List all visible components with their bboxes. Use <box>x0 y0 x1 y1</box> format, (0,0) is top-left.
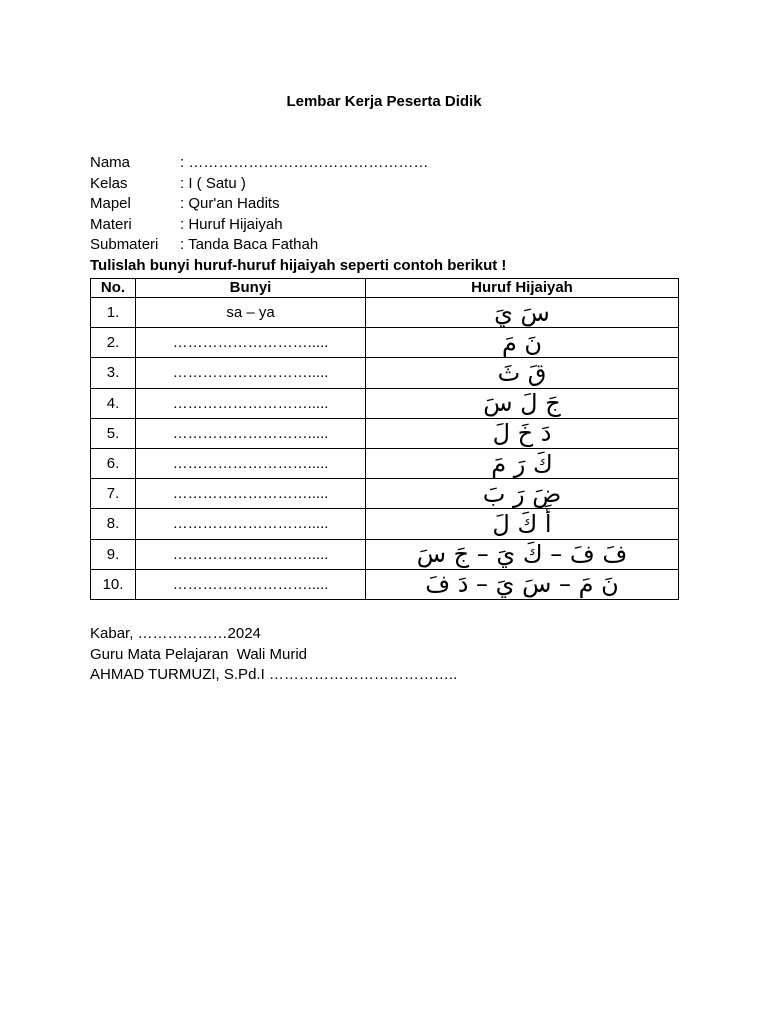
info-row-materi <box>90 215 428 236</box>
table-row <box>91 328 679 358</box>
info-label: Mapel <box>90 195 131 212</box>
bunyi-cell[interactable]: ………………………..... <box>136 388 366 418</box>
bunyi-cell[interactable]: ………………………..... <box>136 448 366 478</box>
arabic-letters: أَ كَ لَ <box>492 509 552 538</box>
header-bunyi: Bunyi <box>136 279 366 298</box>
info-label: Submateri <box>90 236 159 253</box>
table-header-row <box>91 279 679 298</box>
huruf-cell <box>366 539 679 569</box>
bunyi-cell[interactable]: ………………………..... <box>136 569 366 599</box>
bunyi-cell[interactable]: ………………………..... <box>136 328 366 358</box>
row-number: 7. <box>91 479 136 509</box>
arabic-letters: جَ لَ سَ <box>483 389 561 418</box>
table-row <box>91 418 679 448</box>
row-number: 9. <box>91 539 136 569</box>
info-label: Materi <box>90 215 132 233</box>
bunyi-cell[interactable]: sa – ya <box>136 298 366 328</box>
huruf-cell <box>366 569 679 599</box>
huruf-cell <box>366 448 679 478</box>
row-number: 6. <box>91 448 136 478</box>
table-row <box>91 358 679 388</box>
arabic-letters: قَ ثَ <box>497 358 547 387</box>
arabic-letters: كَ رَ مَ <box>491 449 553 478</box>
huruf-cell <box>366 509 679 539</box>
info-value: : Huruf Hijaiyah <box>180 215 283 233</box>
info-row-kelas <box>90 174 428 195</box>
row-number: 3. <box>91 358 136 388</box>
arabic-letters: دَ خَ لَ <box>492 419 552 448</box>
info-value: : ………………………………………… <box>180 154 429 171</box>
page-title: Lembar Kerja Peserta Didik <box>286 93 482 110</box>
row-number: 10. <box>91 569 136 599</box>
worksheet-table <box>90 278 679 600</box>
signature-section <box>90 624 457 686</box>
table-row <box>91 509 679 539</box>
row-number: 8. <box>91 509 136 539</box>
huruf-cell <box>366 358 679 388</box>
row-number: 2. <box>91 328 136 358</box>
place-date: Kabar, ………………2024 <box>90 625 261 642</box>
arabic-letters: فَ فَ – كَ يَ – جَ سَ <box>416 540 628 569</box>
table-row <box>91 448 679 478</box>
huruf-cell <box>366 479 679 509</box>
arabic-letters: ضَ رَ بَ <box>482 479 562 508</box>
row-number: 4. <box>91 388 136 418</box>
huruf-cell <box>366 388 679 418</box>
info-label: Nama <box>90 154 131 171</box>
info-row-submateri <box>90 235 428 256</box>
bunyi-cell[interactable]: ………………………..... <box>136 358 366 388</box>
huruf-cell <box>366 328 679 358</box>
info-row-mapel <box>90 194 428 215</box>
bunyi-cell[interactable]: ………………………..... <box>136 479 366 509</box>
signer-names: AHMAD TURMUZI, S.Pd.I ……………………………….. <box>90 666 458 683</box>
table-row <box>91 539 679 569</box>
row-number: 5. <box>91 418 136 448</box>
info-label: Kelas <box>90 174 128 192</box>
bunyi-cell[interactable]: ………………………..... <box>136 418 366 448</box>
student-info <box>90 153 428 256</box>
arabic-letters: سَ يَ <box>494 298 550 327</box>
huruf-cell <box>366 418 679 448</box>
signers: Guru Mata Pelajaran Wali Murid <box>90 645 308 663</box>
info-row-nama <box>90 153 428 174</box>
info-value: : Qur'an Hadits <box>180 195 280 212</box>
bunyi-cell[interactable]: ………………………..... <box>136 509 366 539</box>
huruf-cell <box>366 298 679 328</box>
bunyi-cell[interactable]: ………………………..... <box>136 539 366 569</box>
table-row <box>91 479 679 509</box>
table-row <box>91 298 679 328</box>
arabic-letters: نَ مَ <box>501 328 543 357</box>
arabic-letters: نَ مَ – سَ يَ – دَ فَ <box>425 570 619 599</box>
info-value: : Tanda Baca Fathah <box>180 236 319 253</box>
header-huruf: Huruf Hijaiyah <box>366 279 679 298</box>
header-no: No. <box>91 279 136 298</box>
row-number: 1. <box>91 298 136 328</box>
info-value: : I ( Satu ) <box>180 174 246 192</box>
table-row <box>91 388 679 418</box>
table-row <box>91 569 679 599</box>
instruction: Tulislah bunyi huruf-huruf hijaiyah seperti contoh berikut ! <box>90 257 507 274</box>
